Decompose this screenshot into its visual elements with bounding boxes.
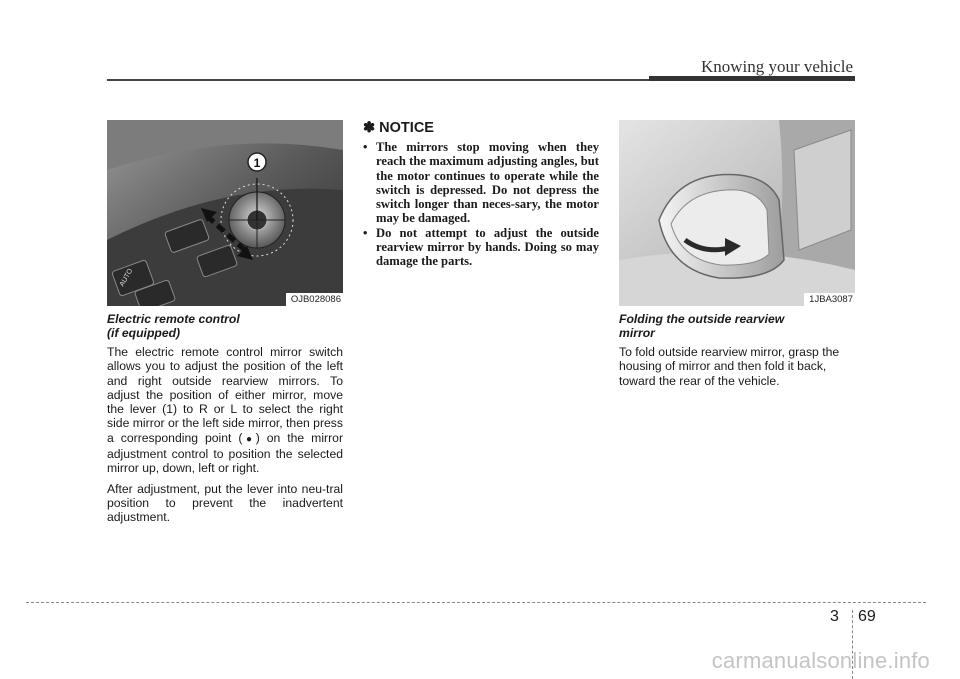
caption-line-1: Electric remote control [107, 312, 240, 326]
adjust-point-symbol: ● [242, 433, 256, 445]
auto-switch-label: AUTO [118, 267, 135, 288]
folding-mirror-illustration [619, 120, 855, 306]
watermark: carmanualsonline.info [711, 648, 930, 673]
page-number: 69 [858, 608, 876, 625]
folding-mirror-caption [619, 312, 855, 340]
bullet-icon: • [363, 225, 368, 240]
caption-line-2: (if equipped) [107, 326, 181, 340]
caption-line-2: mirror [619, 326, 655, 340]
mirror-switch-paragraph [107, 345, 343, 476]
notice-item [363, 226, 599, 269]
paragraph-text-part2: ) on the mirror adjustment control to position the selected mirror up, down, left or right. [107, 430, 343, 476]
bullet-icon: • [363, 140, 368, 154]
electric-remote-control-caption [107, 312, 343, 340]
mirror-switch-photo [107, 120, 343, 306]
notice-item [363, 140, 599, 226]
notice-item-text: Do not attempt to adjust the outside rearview mirror by hands. Doing so may damage the parts. [376, 225, 599, 269]
folding-mirror-photo [619, 120, 855, 306]
mirror-switch-illustration [107, 120, 343, 306]
notice-list [363, 140, 599, 269]
folding-mirror-paragraph: To fold outside rearview mirror, grasp the housing of mirror and then fold it back, toward the rear of the vehicle. [619, 345, 840, 388]
chapter-number: 3 [830, 608, 839, 625]
after-adjustment-paragraph: After adjustment, put the lever into neu-tral position to prevent the inadvertent adjustment. [107, 481, 343, 525]
header-bar [649, 76, 855, 81]
figure-code-left: OJB028086 [286, 293, 343, 306]
figure-code-right: 1JBA3087 [804, 293, 855, 306]
caption-line-1: Folding the outside rearview [619, 312, 785, 326]
footer-rule [26, 602, 926, 603]
paragraph-text-part1: The electric remote control mirror switch allows you to adjust the position of the left and right outside rearview mirrors. To adjust the position of either mirror, move the lever (1) to R or L to select the right side mirror or the left side mirror, then press a corresponding point ( [107, 345, 343, 445]
right-column [619, 312, 855, 394]
callout-number: 1 [253, 156, 261, 170]
notice-box [363, 120, 599, 269]
section-title: Knowing your vehicle [700, 57, 853, 76]
notice-item-text: The mirrors stop moving when they reach the maximum adjusting angles, but the motor continues to operate while the switch is depressed. Do not depress the switch longer than neces-sary, the motor may be damaged. [376, 140, 599, 226]
left-column [107, 312, 343, 531]
notice-title: ✽ NOTICE [363, 120, 434, 136]
